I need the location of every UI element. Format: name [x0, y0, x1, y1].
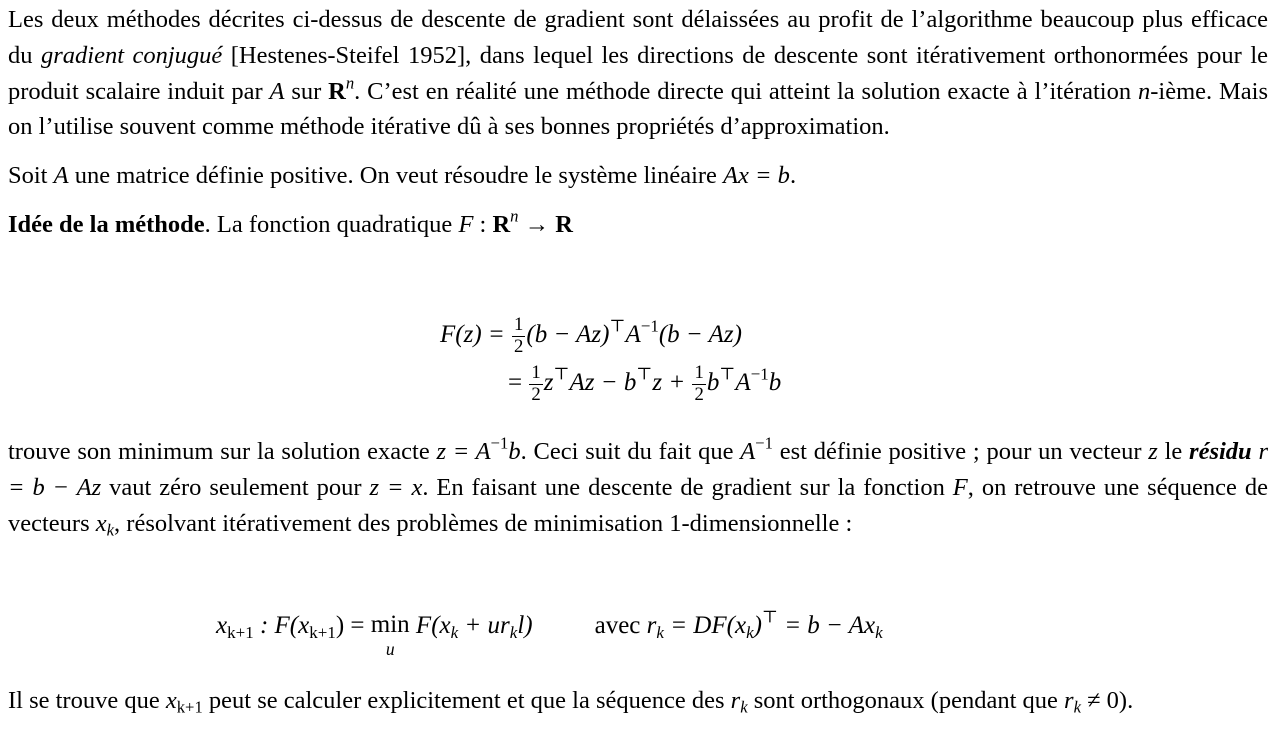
emphasis-gradient-conjugue: gradient conjugué — [40, 41, 223, 69]
fraction-half: $\frac{1}{2}$ — [514, 314, 524, 357]
equation-quadratic-line1: F(z) = $\frac{1}{2}$ $(b - Az)^⊤A^{-1}(b - Az)$ — [440, 314, 742, 357]
document-page — [8, 2, 1268, 243]
document-page-lower — [8, 434, 1268, 541]
linear-system: Ax = b — [723, 162, 790, 190]
document-page-bottom — [8, 683, 1268, 719]
paragraph-hypothesis: Soit A une matrice définie positive. On veut résoudre le système linéaire Ax = b. — [8, 162, 797, 190]
equation-line-search: $x_{k+1}$ : $F(x_{k+1}) = \min$ u $F(x_k + ur_kl)$ avec $r_k = DF(x_k)^⊤ = b - Ax_k$ — [216, 607, 883, 659]
paragraph-intro: Les deux méthodes décrites ci-dessus de descente de gradient sont délaissées au profit de l’algorithme beaucoup plus efficace du gradient conjugué [Hestenes-Steifel 1952], dans lequel les directions de descente sont itérativement orthonormées pour le produit scalaire induit par A sur $R^n$. C’est en réalité une méthode directe qui atteint la solution exacte à l’itération n-ième. Mais on l’utilise souvent comme méthode itérative dû à ses bonnes propriétés d’approximation. — [8, 6, 1269, 141]
section-heading: Idée de la méthode — [8, 210, 205, 238]
citation-year: 1952 — [407, 41, 457, 69]
paragraph-conclusion: Il se trouve que $x_{k+1}$ peut se calculer explicitement et que la séquence des $r_k$ sont orthogonaux (pendant que $r_k \ne 0$). — [8, 687, 1134, 717]
paragraph-idea: Idée de la méthode. La fonction quadratique F : $R^n \to R$ — [8, 206, 573, 238]
fraction-half: $\frac{1}{2}$ — [531, 362, 541, 405]
min-operator: min u — [370, 611, 410, 659]
equation-quadratic-line2: = $\frac{1}{2}$ z⊤Az − b⊤z + $\frac{1}{2}$ $b^⊤A^{-1}b$ — [508, 362, 782, 405]
fraction-half: $\frac{1}{2}$ — [694, 362, 704, 405]
emphasis-residu: résidu — [1189, 438, 1252, 465]
paragraph-minimum: trouve son minimum sur la solution exacte $z = A^{-1}b$. Ceci suit du fait que $A^{-1}$ est définie positive ; pour un vecteur z le résidu r = b − Az vaut zéro seulement pour z = x. En faisant une descente de gradient sur la fonction F, on retrouve une séquence de vecteurs $x_k$, résolvant itérativement des problèmes de minimisation 1-dimensionnelle : — [8, 433, 1269, 540]
